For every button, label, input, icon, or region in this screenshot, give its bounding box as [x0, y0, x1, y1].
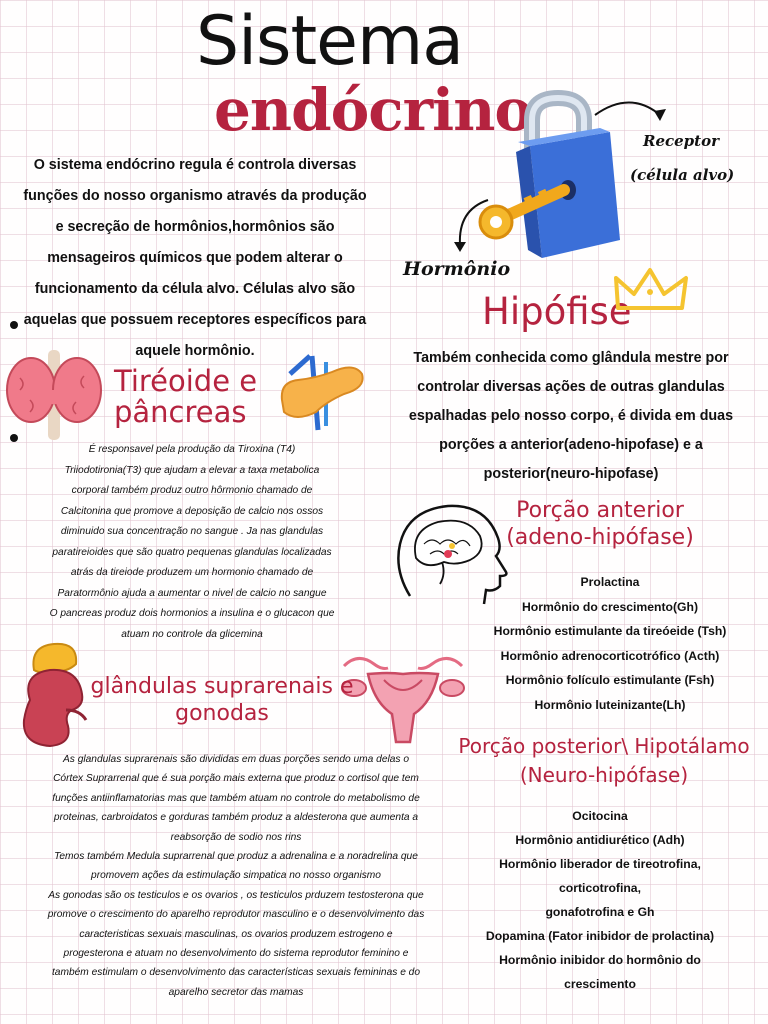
pancreas-illustration: [276, 352, 366, 432]
anterior-item: Prolactina: [580, 575, 640, 589]
receptor-sub-label: (célula alvo): [630, 166, 735, 184]
hipofise-line: porções a anterior(adeno-hipofase) e a: [439, 437, 703, 453]
posterior-item: gonafotrofina e Gh: [545, 905, 655, 919]
suprarrenais-line: progesterona e atuam no desenvolvimento do sistema reprodutor feminino e: [63, 948, 409, 960]
tireoide-line: diminuido sua concentração no sangue . Ja nas glandulas: [60, 526, 324, 537]
anterior-item: Hormônio luteinizante(Lh): [534, 697, 686, 712]
anterior-heading-line: Porção anterior: [516, 498, 684, 523]
posterior-item: Dopamina (Fator inibidor de prolactina): [485, 929, 715, 943]
anterior-heading-line: (adeno-hipófase): [506, 525, 694, 550]
suprarrenais-line: reabsorção de sodio nos rins: [170, 831, 302, 843]
tireoide-line: Triiodotironia(T3) que ajudam a elevar a taxa metabolica: [64, 464, 320, 476]
suprarrenais-line: promovem ações da estimulação simpatica no nosso organismo: [91, 870, 381, 882]
tireoide-heading-line: Tiréoide e: [114, 364, 258, 398]
intro-paragraph: O sistema endócrino regula é controla diversas funções do nosso organismo através da produção e secreção de hormônios,hormônios são mensageiros químicos que podem alterar o funcionamento da célula alvo. Células alvo são aquelas que possuem receptores específicos para aquele hormônio.: [23, 157, 367, 359]
suprarrenais-text: [0, 750, 472, 1002]
posterior-item: Hormônio antidiurético (Adh): [515, 833, 685, 847]
anterior-item: Hormônio do crescimento(Gh): [521, 599, 699, 614]
posterior-heading: [446, 732, 762, 790]
tireoide-line: É responsavel pela produção da Tiroxina (T4): [88, 444, 296, 455]
suprarrenais-line: proteinas, carbroidatos e gorduras também produz a aldesterona que aumenta a: [53, 812, 419, 824]
tireoide-text: [2, 440, 382, 645]
posterior-item: crescimento: [564, 977, 636, 991]
hipofise-description: [374, 344, 768, 489]
hipofise-line: Também conhecida como glândula mestre por: [413, 350, 729, 366]
anterior-item: Hormônio estimulante da tireóeide (Tsh): [493, 624, 727, 638]
title-endocrino: endócrino: [214, 76, 533, 144]
tireoide-line: Paratormônio ajuda a aumentar o nivel de calcio no sangue: [57, 587, 327, 599]
suprarrenais-line: caracteristicas sexuais masculinas, os ovarios produzem estrogeno e: [79, 928, 393, 940]
hipofise-heading: Hipófise: [482, 290, 632, 333]
tireoide-line: atrás da tireiode produzem um hormonio chamado de: [70, 567, 314, 578]
hipofise-line: posterior(neuro-hipofase): [483, 466, 659, 482]
tireoide-heading: [114, 366, 257, 428]
crown-icon: [612, 266, 692, 316]
posterior-item: Ocitocina: [572, 809, 628, 823]
title-sistema: Sistema: [196, 2, 463, 81]
suprarrenais-line: também estimulam o desenvolvimento das características sexuais femininas e do: [51, 967, 421, 979]
anterior-list: [450, 570, 768, 717]
suprarrenais-heading: [82, 673, 362, 727]
hipofise-line: espalhadas pelo nosso corpo, é divida em duas: [408, 408, 734, 424]
suprarrenais-line: aparelho secretor das mamas: [168, 986, 304, 998]
tireoide-line: O pancreas produz dois hormonios a insulina e o glucacon que: [49, 608, 335, 619]
suprarrenais-heading-line: glândulas suprarenais e: [90, 674, 354, 699]
suprarrenais-line: As glandulas suprarenais são divididas em duas porções sendo uma delas o: [62, 754, 410, 765]
posterior-heading-line: (Neuro-hipófase): [519, 763, 689, 787]
anterior-heading: [500, 497, 700, 551]
thyroid-illustration: [4, 350, 104, 440]
posterior-item: corticotrofina,: [559, 881, 641, 895]
tireoide-line: atuam no controle da glicemina: [121, 628, 263, 640]
suprarrenais-line: promove o crescimento do aparelho reprodutor masculino e o desenvolvimento das: [47, 909, 425, 921]
tireoide-line: corporal também produz outro hôrmonio chamado de: [71, 485, 313, 496]
suprarrenais-heading-line: gonodas: [175, 701, 269, 726]
suprarrenais-line: funções antiinflamatorias mas que também atuam no controle do metabolismo de: [52, 792, 420, 804]
anterior-item: Hormônio folículo estimulante (Fsh): [505, 673, 715, 687]
tireoide-heading-line: pâncreas: [114, 395, 247, 429]
hormone-label: Hormônio: [403, 258, 511, 280]
arrow-to-hormone-icon: [448, 190, 508, 260]
tireoide-line: paratireioides que são quatro pequenas glandulas localizadas: [52, 546, 332, 558]
tireoide-line: Calcitonina que promove a deposição de calcio nos ossos: [60, 505, 324, 517]
anterior-item: Hormônio adrenocorticotrófico (Acth): [500, 648, 720, 663]
posterior-heading-line: Porção posterior\ Hipotálamo: [458, 734, 750, 758]
posterior-item: Hormônio inibidor do hormônio do: [499, 953, 701, 967]
suprarrenais-line: As gonodas são os testiculos e os ovarios , os testiculos prduzem testosterona que: [48, 889, 424, 901]
receptor-label: Receptor: [643, 132, 720, 150]
bullet-dot: [10, 321, 18, 329]
posterior-item: Hormônio liberador de tireotrofina,: [499, 857, 701, 871]
posterior-list: [440, 804, 760, 996]
suprarrenais-line: Córtex Suprarrenal que é sua porção mais externa que produz o cortisol que tem: [53, 773, 419, 785]
suprarrenais-line: Temos também Medula suprarrenal que produz a adrenalina e a noradrelina que: [54, 851, 418, 863]
hipofise-line: controlar diversas ações de outras glandulas: [417, 379, 725, 395]
